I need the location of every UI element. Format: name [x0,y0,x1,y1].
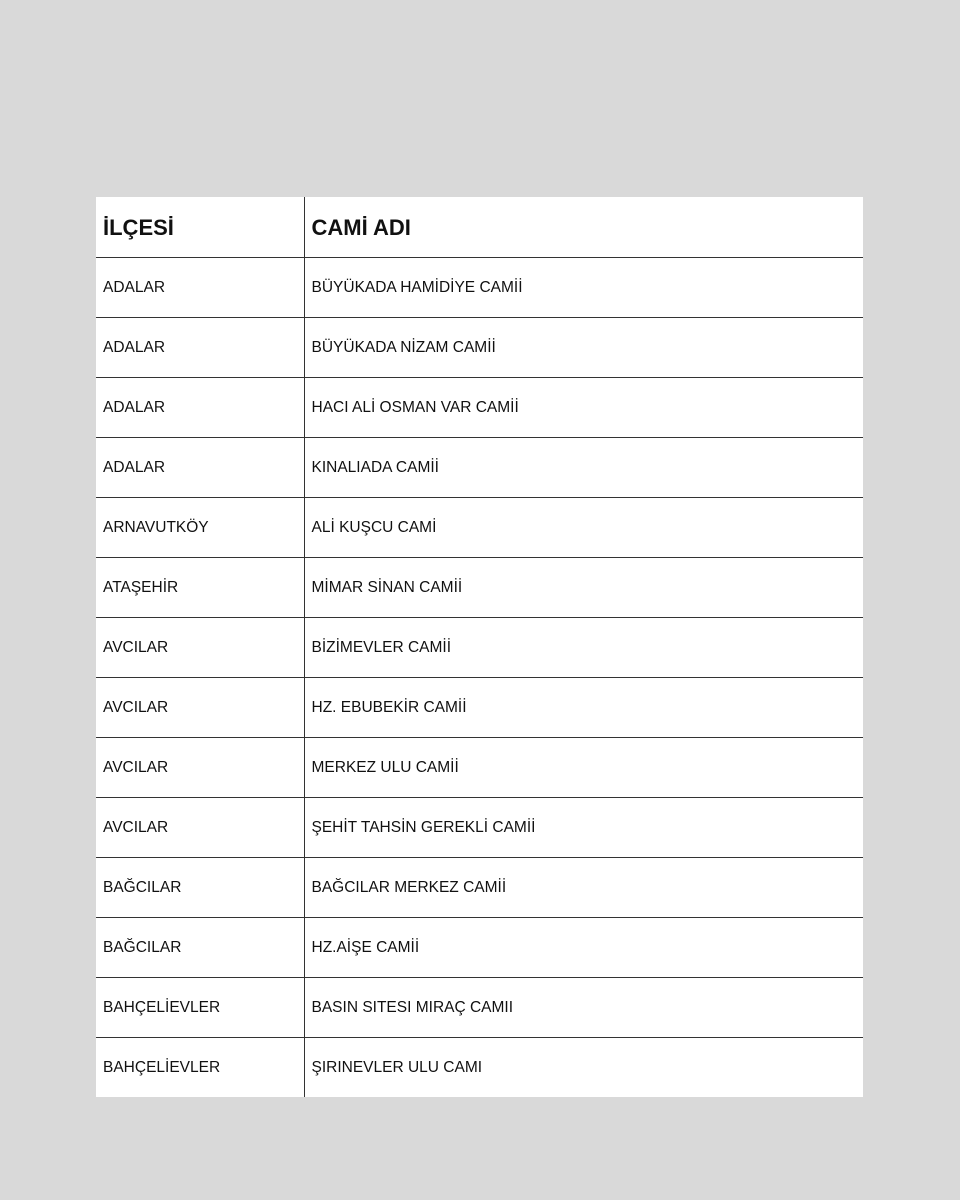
mosque-name-cell: MİMAR SİNAN CAMİİ [304,558,863,618]
table-row [96,858,863,918]
district-cell: BAĞCILAR [96,858,304,918]
mosque-name-cell: BASIN SITESI MIRAÇ CAMII [304,978,863,1038]
district-cell: ADALAR [96,438,304,498]
mosque-name-cell: ŞIRINEVLER ULU CAMI [311,1058,483,1076]
table-row [96,498,863,558]
mosque-name-cell: HZ.AİŞE CAMİİ [304,918,863,978]
district-cell: ADALAR [96,378,304,438]
table-row [96,918,863,978]
mosque-name-cell: BİZİMEVLER CAMİİ [304,618,863,678]
district-cell: BAHÇELİEVLER [96,978,304,1038]
mosque-name-cell: HACI ALİ OSMAN VAR CAMİİ [304,378,863,438]
table-row [96,978,863,1038]
mosque-name-cell: ALİ KUŞCU CAMİ [304,498,863,558]
district-cell: ADALAR [96,258,304,318]
mosque-list-sheet [96,197,863,1097]
district-cell: AVCILAR [96,798,304,858]
mosque-name-cell: BÜYÜKADA NİZAM CAMİİ [304,318,863,378]
table-row [96,678,863,738]
table-row [96,738,863,798]
table-row [96,558,863,618]
table-row [96,1038,863,1098]
mosque-name-cell: BÜYÜKADA HAMİDİYE CAMİİ [304,258,863,318]
table-row [96,318,863,378]
mosque-name-cell: KINALIADA CAMİİ [304,438,863,498]
table-header [96,197,863,258]
mosque-name-cell: ŞEHİT TAHSİN GEREKLİ CAMİİ [304,798,863,858]
mosque-name-cell: MERKEZ ULU CAMİİ [304,738,863,798]
district-cell: BAHÇELİEVLER [96,1038,304,1098]
mosque-table [96,197,863,1097]
column-header-district: İLÇESİ [96,197,304,258]
table-row [96,618,863,678]
table-row [96,438,863,498]
district-cell: ADALAR [96,318,304,378]
district-cell: AVCILAR [96,618,304,678]
table-row [96,378,863,438]
mosque-name-cell: BAĞCILAR MERKEZ CAMİİ [304,858,863,918]
table-row [96,258,863,318]
district-cell: AVCILAR [96,678,304,738]
district-cell: ARNAVUTKÖY [96,498,304,558]
mosque-name-cell: HZ. EBUBEKİR CAMİİ [304,678,863,738]
header-row [96,197,863,258]
district-cell: BAĞCILAR [96,918,304,978]
table-body [96,258,863,1098]
table-row [96,798,863,858]
district-cell: AVCILAR [96,738,304,798]
column-header-mosque-name: CAMİ ADI [304,197,863,258]
district-cell: ATAŞEHİR [96,558,304,618]
